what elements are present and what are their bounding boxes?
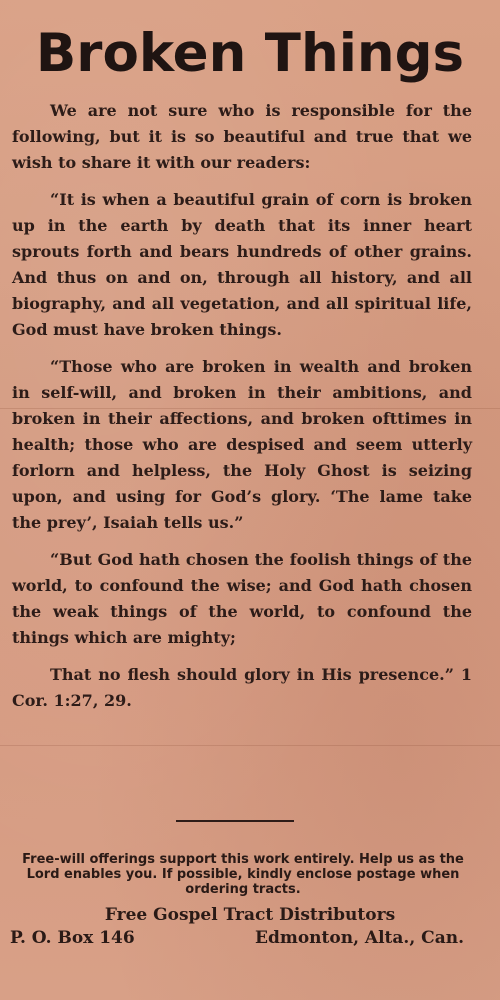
offering-note: Free-will offerings support this work entirely. Help us as the Lord enables you. If possible, kindly enclose postage when ordering tracts.	[22, 852, 464, 897]
scripture-paragraph: That no flesh should glory in His presence.” 1 Cor. 1:27, 29.	[12, 665, 472, 710]
mailing-address	[10, 927, 464, 949]
organization-name: Free Gospel Tract Distributors	[104, 905, 396, 925]
page-title: Broken Things	[35, 23, 465, 84]
city-line: Edmonton, Alta., Can.	[254, 928, 464, 948]
quote-paragraph: “It is when a beautiful grain of corn is broken up in the earth by death that its inner heart sprouts forth and bears hundreds of other grains. And thus on and on, through all history, and all biography, and all vegetation, and all spiritual life, God must have broken things.	[12, 190, 472, 339]
tract-body	[12, 98, 472, 725]
scripture-paragraph: “But God hath chosen the foolish things of the world, to confound the wise; and God hath chosen the weak things of the world, to confound the things which are mighty;	[12, 550, 472, 647]
divider-rule	[176, 820, 294, 822]
intro-paragraph: We are not sure who is responsible for the following, but it is so beautiful and true that we wish to share it with our readers:	[12, 101, 472, 172]
po-box: P. O. Box 146	[10, 928, 135, 948]
fold-crease	[0, 745, 500, 746]
quote-paragraph: “Those who are broken in wealth and broken in self-will, and broken in their ambitions, and broken in their affections, and broken ofttimes in health; those who are despised and seem utterly forlorn and helpless, the Holy Ghost is seizing upon, and using for God’s glory. ‘The lame take the prey’, Isaiah tells us.”	[12, 357, 472, 532]
